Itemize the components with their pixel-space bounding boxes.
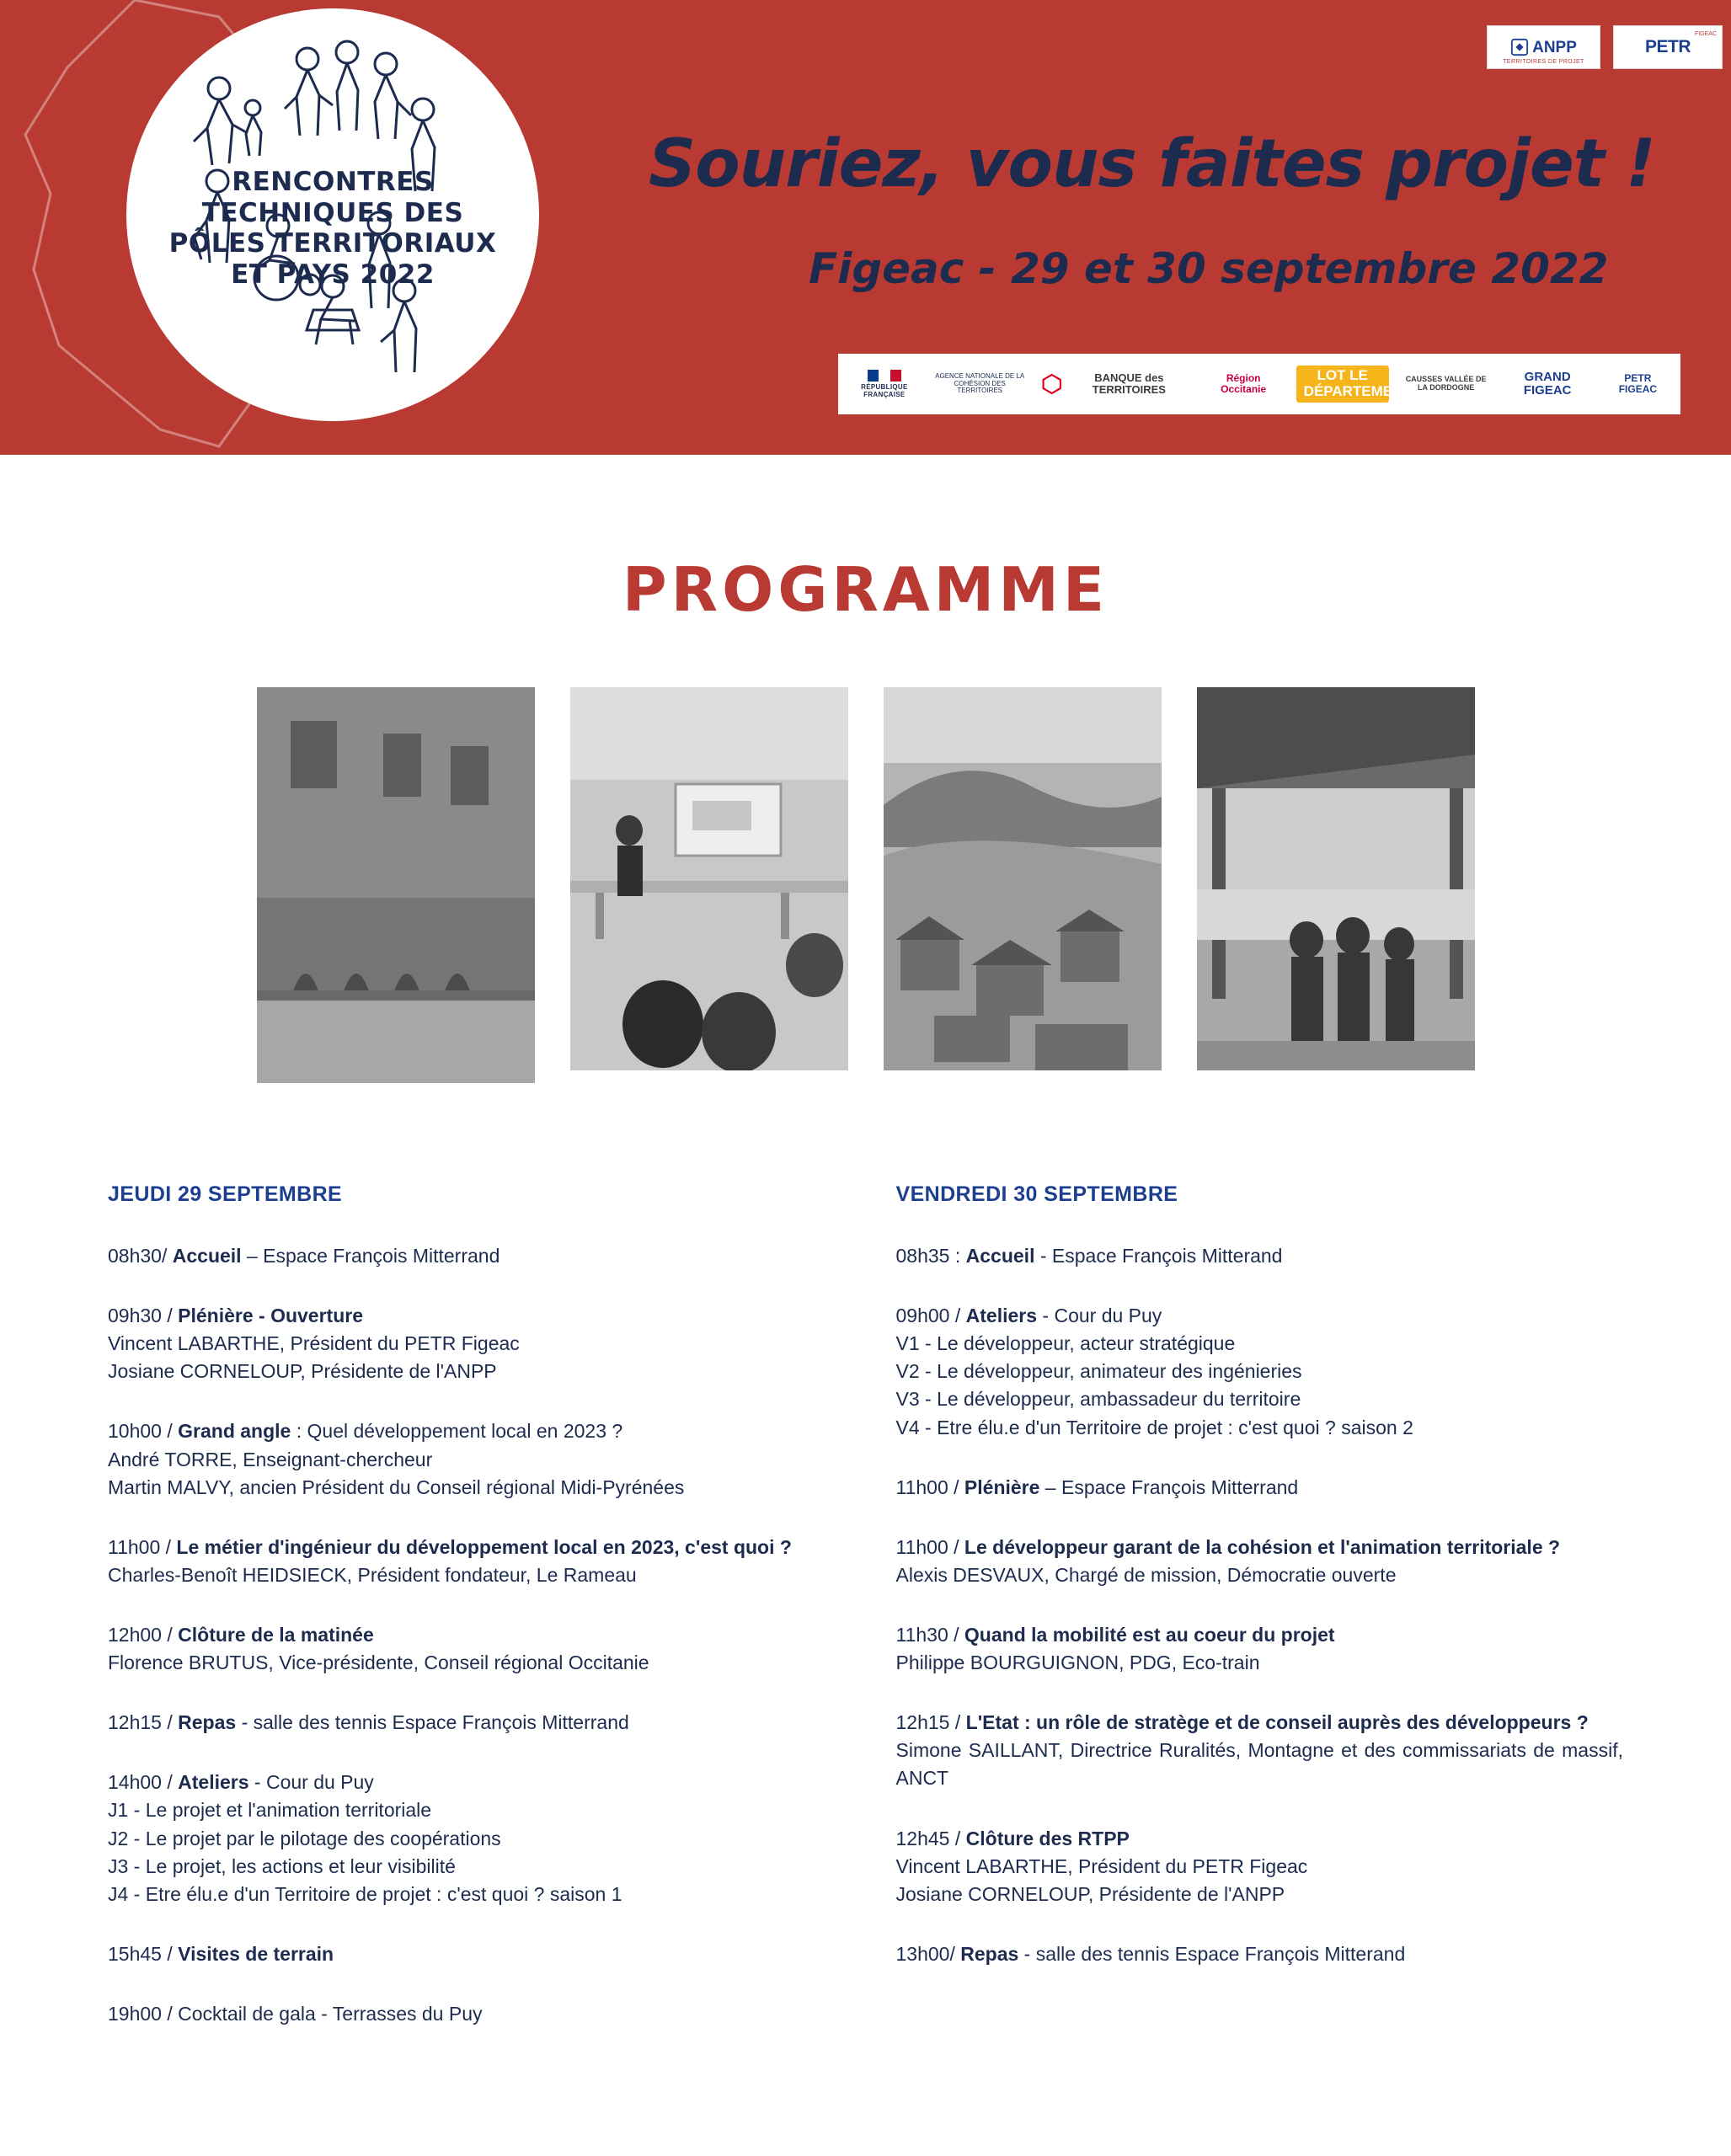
anpp-logo	[1487, 25, 1600, 69]
schedule-line-text: Philippe BOURGUIGNON, PDG, Eco-train	[895, 1652, 1260, 1674]
partner-logo-causses	[1404, 362, 1488, 406]
schedule-entry	[108, 1302, 836, 1385]
french-flag-icon	[868, 370, 901, 382]
schedule-line-emphasis: Ateliers	[965, 1305, 1038, 1327]
partner-logo-occitanie	[1206, 362, 1281, 406]
schedule-line-emphasis: Ateliers	[178, 1771, 249, 1794]
petr-logo-text: PETR	[1644, 37, 1691, 56]
schedule-entry	[108, 1534, 836, 1589]
schedule-line-text: Josiane CORNELOUP, Présidente de l'ANPP	[895, 1882, 1285, 1905]
schedule-line-emphasis: Repas	[178, 1711, 237, 1734]
schedule-line-text: J3 - Le projet, les actions et leur visibilité	[108, 1854, 456, 1877]
schedule-line-text: 14h00 /	[108, 1771, 179, 1794]
schedule-entry	[108, 2000, 836, 2028]
schedule-line	[896, 1737, 1624, 1792]
schedule-line-emphasis: Le développeur garant de la cohésion et l'animation territoriale ?	[964, 1535, 1561, 1558]
schedule-entry	[108, 1242, 836, 1270]
schedule-line-text: 11h00 /	[895, 1535, 964, 1558]
schedule-line-text: 12h00 /	[108, 1623, 179, 1646]
event-subtitle: Figeac - 29 et 30 septembre 2022	[809, 244, 1609, 293]
partner-label-lot: LOT LE DÉPARTEMENT	[1296, 366, 1389, 402]
schedule-line-text: J4 - Etre élu.e d'un Territoire de projet : c'est quoi ? saison 1	[108, 1882, 622, 1905]
schedule-line-text: 09h00 /	[895, 1305, 966, 1327]
schedule-line-emphasis: Plénière - Ouverture	[178, 1305, 363, 1327]
schedule-line	[108, 2000, 836, 2028]
partner-logo-petr-figeac	[1607, 362, 1669, 406]
schedule-line-text: J1 - Le projet et l'animation territoriale	[108, 1799, 432, 1822]
schedule-line-text: Josiane CORNELOUP, Présidente de l'ANPP	[108, 1360, 497, 1383]
schedule-line	[108, 1709, 836, 1737]
schedule-line-text: V3 - Le développeur, ambassadeur du territoire	[895, 1388, 1301, 1411]
schedule-line-text: - Cour du Puy	[1037, 1305, 1162, 1327]
logo-line-3: PÔLES TERRITORIAUX	[168, 228, 497, 259]
schedule-line-text: 13h00/	[895, 1942, 961, 1965]
schedule-line-text: Vincent LABARTHE, Président du PETR Figeac	[108, 1332, 520, 1355]
photo-village-vallee	[884, 687, 1162, 1070]
village-illustration	[884, 687, 1162, 1070]
photo-halle-marche	[1197, 687, 1475, 1070]
schedule-line-text: 15h45 /	[108, 1942, 179, 1965]
photo-strip	[0, 687, 1731, 1083]
partner-logo-banque-des-territoires	[1041, 362, 1191, 406]
schedule-entry	[896, 1242, 1624, 1270]
partner-logo-bar	[838, 354, 1680, 414]
schedule-column-friday	[896, 1182, 1624, 2060]
schedule-line	[896, 1242, 1624, 1270]
schedule-line-text: 09h30 /	[108, 1305, 179, 1327]
schedule-entry	[108, 1417, 836, 1501]
schedule-line	[108, 1417, 836, 1445]
schedule-line-text: 11h00 /	[108, 1535, 177, 1558]
schedule-line	[108, 1940, 836, 1968]
schedule-entry	[108, 1940, 836, 1968]
schedule-entry	[108, 1621, 836, 1677]
schedule-line-text: 10h00 /	[108, 1420, 179, 1443]
schedule-line	[108, 1621, 836, 1649]
schedule-entry	[896, 1302, 1624, 1442]
schedule-line	[896, 1881, 1624, 1908]
schedule-entry	[896, 1709, 1624, 1792]
schedule-line-text: V2 - Le développeur, animateur des ingénieries	[895, 1360, 1302, 1383]
schedule-line	[896, 1709, 1624, 1737]
schedule-line-text: André TORRE, Enseignant-chercheur	[108, 1448, 433, 1470]
schedule-line-text: 11h30 /	[895, 1623, 964, 1646]
partner-logo-republique	[850, 362, 919, 406]
schedule-line-text: Florence BRUTUS, Vice-présidente, Conseil régional Occitanie	[108, 1652, 649, 1674]
schedule-line	[896, 1649, 1624, 1677]
schedule-line	[108, 1853, 836, 1881]
logo-line-1: RENCONTRES	[232, 167, 434, 197]
cloitre-illustration	[257, 687, 535, 1083]
schedule-line-emphasis: Clôture de la matinée	[178, 1623, 374, 1646]
partner-label-petr-figeac: PETR FIGEAC	[1618, 371, 1658, 395]
anpp-logo-tagline: TERRITOIRES DE PROJET	[1503, 59, 1584, 65]
schedule-column-thursday	[108, 1182, 836, 2060]
schedule-line	[896, 1621, 1624, 1649]
schedule-line-emphasis: Le métier d'ingénieur du développement local en 2023, c'est quoi ?	[176, 1535, 792, 1558]
schedule-line-text: : Quel développement local en 2023 ?	[291, 1420, 623, 1443]
schedule-entry	[896, 1825, 1624, 1908]
schedule-line	[896, 1358, 1624, 1385]
schedule-line	[896, 1853, 1624, 1881]
halle-illustration	[1197, 687, 1475, 1070]
schedule-line-text: Charles-Benoît HEIDSIECK, Président fondateur, Le Rameau	[108, 1563, 637, 1586]
schedule-line	[108, 1649, 836, 1677]
schedule-line-text: 19h00 / Cocktail de gala - Terrasses du Puy	[108, 2002, 483, 2025]
partner-label-banque: BANQUE des TERRITOIRES	[1092, 371, 1166, 396]
schedule-line	[896, 1825, 1624, 1853]
partner-logo-anct	[934, 362, 1026, 406]
event-title: Souriez, vous faites projet !	[649, 126, 1655, 202]
schedule-line	[108, 1330, 836, 1358]
schedule-line	[108, 1796, 836, 1824]
schedule-entry	[896, 1474, 1624, 1502]
schedule-line-emphasis: Plénière	[964, 1476, 1040, 1498]
salle-conference-illustration	[570, 687, 848, 1070]
schedule-line	[896, 1414, 1624, 1442]
schedule-line-text: Vincent LABARTHE, Président du PETR Figeac	[895, 1854, 1308, 1877]
schedule-line-text: - Cour du Puy	[248, 1771, 374, 1794]
partner-logo-grand-figeac	[1504, 362, 1592, 406]
header-banner	[0, 0, 1731, 455]
hexagon-icon	[1041, 371, 1062, 397]
schedule-line-text: - salle des tennis Espace François Mitterand	[1018, 1942, 1406, 1965]
schedule-line-emphasis: L'Etat : un rôle de stratège et de conseil auprès des développeurs ?	[965, 1711, 1589, 1734]
schedule-line	[108, 1881, 836, 1908]
schedule-line-text: – Espace François Mitterrand	[241, 1245, 500, 1267]
schedule-line	[108, 1534, 836, 1561]
page-title: PROGRAMME	[622, 554, 1109, 625]
schedule-line	[896, 1302, 1624, 1330]
schedule-line-text: Alexis DESVAUX, Chargé de mission, Démocratie ouverte	[895, 1563, 1397, 1586]
petr-logo	[1613, 25, 1723, 69]
day-heading-thursday: JEUDI 29 SEPTEMBRE	[108, 1182, 343, 1206]
event-logo	[126, 8, 539, 421]
schedule-line-emphasis: Clôture des RTPP	[965, 1827, 1130, 1849]
schedule-line-text: 12h15 /	[108, 1711, 179, 1734]
schedule-line	[108, 1474, 836, 1502]
schedule-line	[108, 1446, 836, 1474]
schedule-line-text: 08h35 :	[895, 1245, 966, 1267]
partner-label-republique: RÉPUBLIQUE FRANÇAISE	[861, 382, 908, 398]
schedule-line-text: V1 - Le développeur, acteur stratégique	[895, 1332, 1236, 1355]
schedule-line	[896, 1330, 1624, 1358]
logo-text	[126, 167, 539, 290]
partner-logo-lot	[1296, 362, 1412, 406]
schedule-line	[108, 1561, 836, 1589]
schedule-line	[896, 1940, 1624, 1968]
schedule-line	[896, 1561, 1624, 1589]
photo-salle-conference	[570, 687, 848, 1070]
schedule-line-text: 12h45 /	[895, 1827, 966, 1849]
schedule-line-text: - salle des tennis Espace François Mitterrand	[236, 1711, 629, 1734]
schedule-entry	[896, 1534, 1624, 1589]
schedule-line-text: - Espace François Mitterand	[1034, 1245, 1283, 1267]
partner-label-occitanie: Région Occitanie	[1221, 371, 1267, 395]
logo-line-4: ET PAYS 2022	[231, 259, 435, 290]
photo-cloitre-figeac	[257, 687, 535, 1083]
schedule-line	[896, 1385, 1624, 1413]
schedule-line-text: Martin MALVY, ancien Président du Conseil régional Midi-Pyrénées	[108, 1476, 685, 1498]
schedule-line-text: 08h30/	[108, 1245, 173, 1267]
schedule-line	[896, 1534, 1624, 1561]
schedule-line	[108, 1302, 836, 1330]
schedule-line-emphasis: Grand angle	[178, 1420, 291, 1443]
schedule-entry	[108, 1769, 836, 1908]
programme-schedule	[0, 1182, 1731, 2119]
schedule-line	[896, 1474, 1624, 1502]
anpp-mark-icon	[1510, 38, 1529, 56]
schedule-entry	[896, 1621, 1624, 1677]
schedule-entry	[896, 1940, 1624, 1968]
anpp-logo-text: ANPP	[1532, 38, 1577, 56]
schedule-entry	[108, 1709, 836, 1737]
schedule-line-emphasis: Visites de terrain	[178, 1942, 334, 1965]
schedule-line-emphasis: Accueil	[172, 1245, 242, 1267]
schedule-line	[108, 1769, 836, 1796]
schedule-line-emphasis: Accueil	[965, 1245, 1035, 1267]
petr-logo-tagline: FIGEAC	[1694, 31, 1717, 37]
logo-line-2: TECHNIQUES DES	[201, 197, 464, 228]
schedule-line-text: – Espace François Mitterrand	[1039, 1476, 1299, 1498]
schedule-line-text: 12h15 /	[895, 1711, 966, 1734]
schedule-line-emphasis: Repas	[960, 1942, 1019, 1965]
partner-label-anct: AGENCE NATIONALE DE LA COHÉSION DES TERRITOIRES	[935, 371, 1025, 395]
schedule-line-emphasis: Quand la mobilité est au coeur du projet	[964, 1623, 1335, 1646]
schedule-line-text: 11h00 /	[895, 1476, 964, 1498]
schedule-line-text: J2 - Le projet par le pilotage des coopérations	[108, 1827, 501, 1849]
schedule-line	[108, 1242, 836, 1270]
schedule-line-text: V4 - Etre élu.e d'un Territoire de projet : c'est quoi ? saison 2	[895, 1416, 1413, 1438]
schedule-line	[108, 1358, 836, 1385]
partner-label-grand-figeac: GRAND FIGEAC	[1523, 369, 1572, 398]
schedule-line	[108, 1825, 836, 1853]
partner-label-causses: CAUSSES VALLÉE DE LA DORDOGNE	[1405, 375, 1487, 392]
schedule-line-text: Simone SAILLANT, Directrice Ruralités, Montagne et des commissariats de massif, ANCT	[895, 1739, 1623, 1790]
day-heading-friday: VENDREDI 30 SEPTEMBRE	[895, 1182, 1178, 1206]
